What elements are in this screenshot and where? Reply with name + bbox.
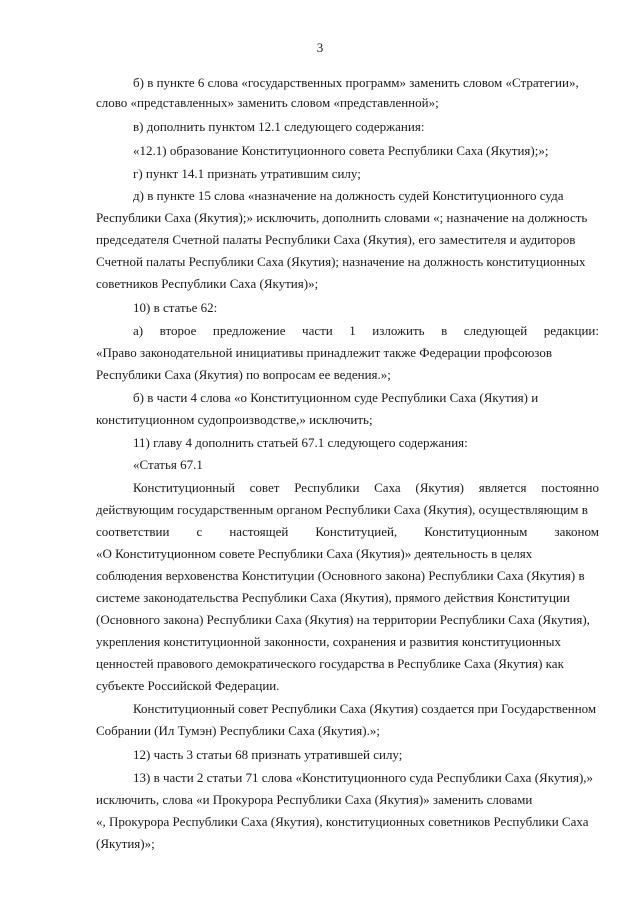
text-line: 12) часть 3 статьи 68 признать утратившей силу; <box>133 747 403 762</box>
text-line: соблюдения верховенства Конституции (Основного закона) Республики Саха (Якутия) в <box>96 568 585 583</box>
word: соответствии <box>96 524 170 539</box>
word: Саха <box>374 480 401 495</box>
text-line: слово «представленных» заменить словом «представленной»; <box>96 95 439 110</box>
text-line: (Якутия)»; <box>96 836 155 851</box>
word: (Якутия) <box>415 480 465 495</box>
text-line-justified <box>96 523 599 541</box>
text-line: председателя Счетной палаты Республики Саха (Якутия), его заместителя и аудиторов <box>96 232 576 247</box>
text-line-justified <box>133 479 599 497</box>
word: законом <box>554 524 599 539</box>
text-line: «Статья 67.1 <box>133 457 203 472</box>
word: изложить <box>372 323 425 338</box>
word: постоянно <box>541 480 599 495</box>
word: Конституционным <box>424 524 528 539</box>
text-line: «12.1) образование Конституционного совета Республики Саха (Якутия);»; <box>133 143 549 158</box>
text-line: исключить, слова «и Прокурора Республики Саха (Якутия)» заменить словами <box>96 792 533 807</box>
text-line: советников Республики Саха (Якутия)»; <box>96 276 319 291</box>
text-line: ценностей правового демократического государства в Республике Саха (Якутия) как <box>96 656 564 671</box>
word: Конституционный <box>133 480 235 495</box>
word: является <box>478 480 527 495</box>
text-line: 10) в статье 62: <box>133 300 218 315</box>
word: с <box>196 524 203 539</box>
word: в <box>441 323 448 338</box>
text-line: Счетной палаты Республики Саха (Якутия); назначение на должность конституционных <box>96 254 586 269</box>
text-line: б) в части 4 слова «о Конституционном суде Республики Саха (Якутия) и <box>133 390 539 405</box>
text-line: в) дополнить пунктом 12.1 следующего содержания: <box>133 119 425 134</box>
word: предложение <box>212 323 286 338</box>
word: совет <box>249 480 280 495</box>
word: 1 <box>349 323 356 338</box>
text-line: Конституционный совет Республики Саха (Якутия) создается при Государственном <box>133 701 597 716</box>
word: следующей <box>463 323 528 338</box>
text-line: «О Конституционном совете Республики Саха (Якутия)» деятельность в целях <box>96 546 533 561</box>
text-line: «, Прокурора Республики Саха (Якутия), конституционных советников Республики Саха <box>96 814 589 829</box>
word: части <box>302 323 333 338</box>
word: настоящей <box>229 524 289 539</box>
text-line: укрепления конституционной законности, сохранения и развития конституционных <box>96 634 561 649</box>
text-line: Республики Саха (Якутия) по вопросам ее ведения.»; <box>96 367 391 382</box>
word: Республики <box>294 480 360 495</box>
text-line-justified <box>133 322 599 340</box>
text-line: Собрании (Ил Тумэн) Республики Саха (Якутия).»; <box>96 723 380 738</box>
word: а) <box>133 323 144 338</box>
word: редакции: <box>543 323 599 338</box>
text-line: субъекте Российской Федерации. <box>96 678 280 693</box>
word: второе <box>159 323 197 338</box>
text-line: б) в пункте 6 слова «государственных программ» заменить словом «Стратегии», <box>133 75 579 90</box>
text-line: 11) главу 4 дополнить статьей 67.1 следующего содержания: <box>133 435 468 450</box>
word: Конституцией, <box>315 524 398 539</box>
text-line: д) в пункте 15 слова «назначение на должность судей Конституционного суда <box>133 188 564 203</box>
text-line: конституционном судопроизводстве,» исключить; <box>96 412 373 427</box>
text-line: действующим государственным органом Республики Саха (Якутия), осуществляющим в <box>96 502 588 517</box>
text-line: 13) в части 2 статьи 71 слова «Конституционного суда Республики Саха (Якутия),» <box>133 770 594 785</box>
text-line: (Основного закона) Республики Саха (Якутия) на территории Республики Саха (Якутия), <box>96 612 590 627</box>
page-number: 3 <box>316 40 324 55</box>
text-line: системе законодательства Республики Саха (Якутия), прямого действия Конституции <box>96 590 570 605</box>
text-line: г) пункт 14.1 признать утратившим силу; <box>133 166 361 181</box>
text-line: «Право законодательной инициативы принадлежит также Федерации профсоюзов <box>96 345 553 360</box>
text-line: Республики Саха (Якутия);» исключить, дополнить словами «; назначение на должность <box>96 210 588 225</box>
